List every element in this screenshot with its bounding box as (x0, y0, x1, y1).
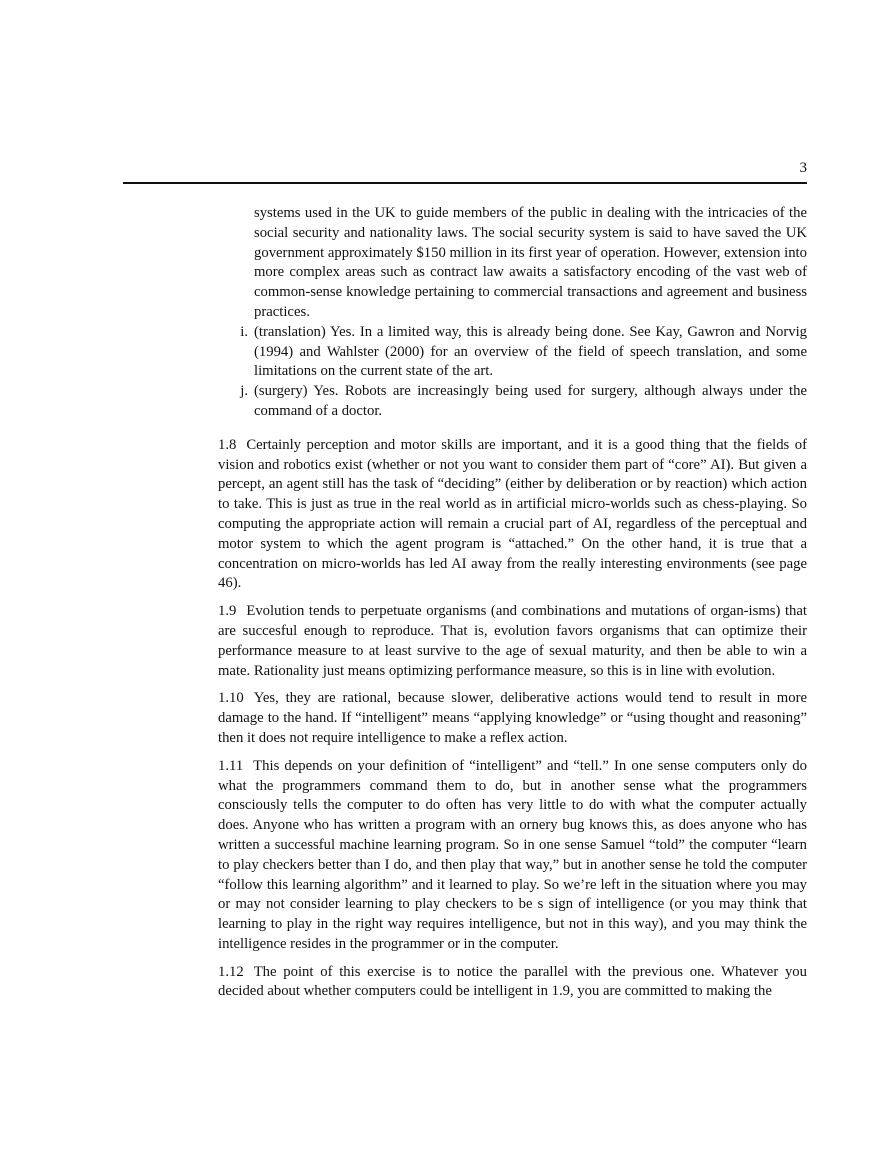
answer-text: Certainly perception and motor skills are important, and it is a good thing that the fields of vision and robotics exist (whether or not you want to consider them part of “core” AI). But given a percept, an agent still has the task of “deciding” (either by deliberation or by reaction) which action to take. This is just as true in the real world as in artificial micro-worlds such as chess-playing. So computing the appropriate action will remain a crucial part of AI, regardless of the perceptual and motor system to which the agent program is “attached.” On the other hand, it is true that a concentration on micro-worlds has led AI away from the really interesting environments (see page 46). (218, 436, 807, 592)
answer-1-11 (218, 757, 807, 955)
page-body (218, 204, 807, 1010)
answer-number: 1.11 (218, 757, 244, 774)
answer-number: 1.9 (218, 603, 237, 620)
list-item-text: (translation) Yes. In a limited way, this is already being done. See Kay, Gawron and Norvig (1994) and Wahlster (2000) for an overview of the field of speech translation, and some limitations on the current state of the art. (254, 323, 807, 380)
list-item-j (240, 382, 807, 422)
answer-text: The point of this exercise is to notice the parallel with the previous one. Whatever you decided about whether computers could be intelligent in 1.9, you are committed to making the (218, 963, 807, 1000)
list-item-text: (surgery) Yes. Robots are increasingly being used for surgery, although always under the command of a doctor. (254, 383, 807, 419)
answer-text: Yes, they are rational, because slower, deliberative actions would tend to result in more damage to the hand. If “intelligent” means “applying knowledge” or “using thought and reasoning” then it does not require intelligence to make a reflex action. (218, 690, 807, 746)
list-item-marker: i. (240, 323, 248, 340)
answer-number: 1.12 (218, 963, 244, 980)
list-item-marker: j. (240, 383, 248, 400)
answer-1-8 (218, 436, 807, 594)
answer-text: Evolution tends to perpetuate organisms (and combinations and mutations of organ-isms) that are succesful enough to reproduce. That is, evolution favors organisms that can optimize their performance measure to at least survive to the age of sexual maturity, and then be able to win a mate. Rationality just means optimizing performance measure, so this is in line with evolution. (218, 603, 807, 679)
continued-list-item-text: systems used in the UK to guide members of the public in dealing with the intricacies of the social security and nationality laws. The social security system is said to have saved the UK government approximately $150 million in its first year of operation. However, extension into more complex areas such as contract law awaits a satisfactory encoding of the vast web of common-sense knowledge pertaining to commercial transactions and agreement and business practices. (254, 205, 807, 320)
list-item-i (240, 323, 807, 382)
answer-1-12 (218, 963, 807, 1003)
answer-number: 1.8 (218, 436, 237, 453)
answer-1-10 (218, 689, 807, 748)
answer-number: 1.10 (218, 690, 244, 707)
answer-1-9 (218, 602, 807, 681)
header-rule (123, 182, 807, 184)
page-number: 3 (799, 160, 807, 176)
answer-text: This depends on your definition of “intelligent” and “tell.” In one sense computers only do what the programmers command them to do, but in another sense what the programmers consciously tells the computer to do often has very little to do with what the computer actually does. Anyone who has written a program with an ornery bug knows this, as does anyone who has written a successful machine learning program. So in one sense Samuel “told” the computer “learn to play checkers better than I do, and then play that way,” but in another sense he told the computer “follow this learning algorithm” and it learned to play. So we’re left in the situation where you may or may not consider learning to play checkers to be s sign of intelligence (or you may think that learning to play in the right way requires intelligence, but not in this way), and you may think the intelligence resides in the programmer or in the computer. (218, 757, 807, 952)
